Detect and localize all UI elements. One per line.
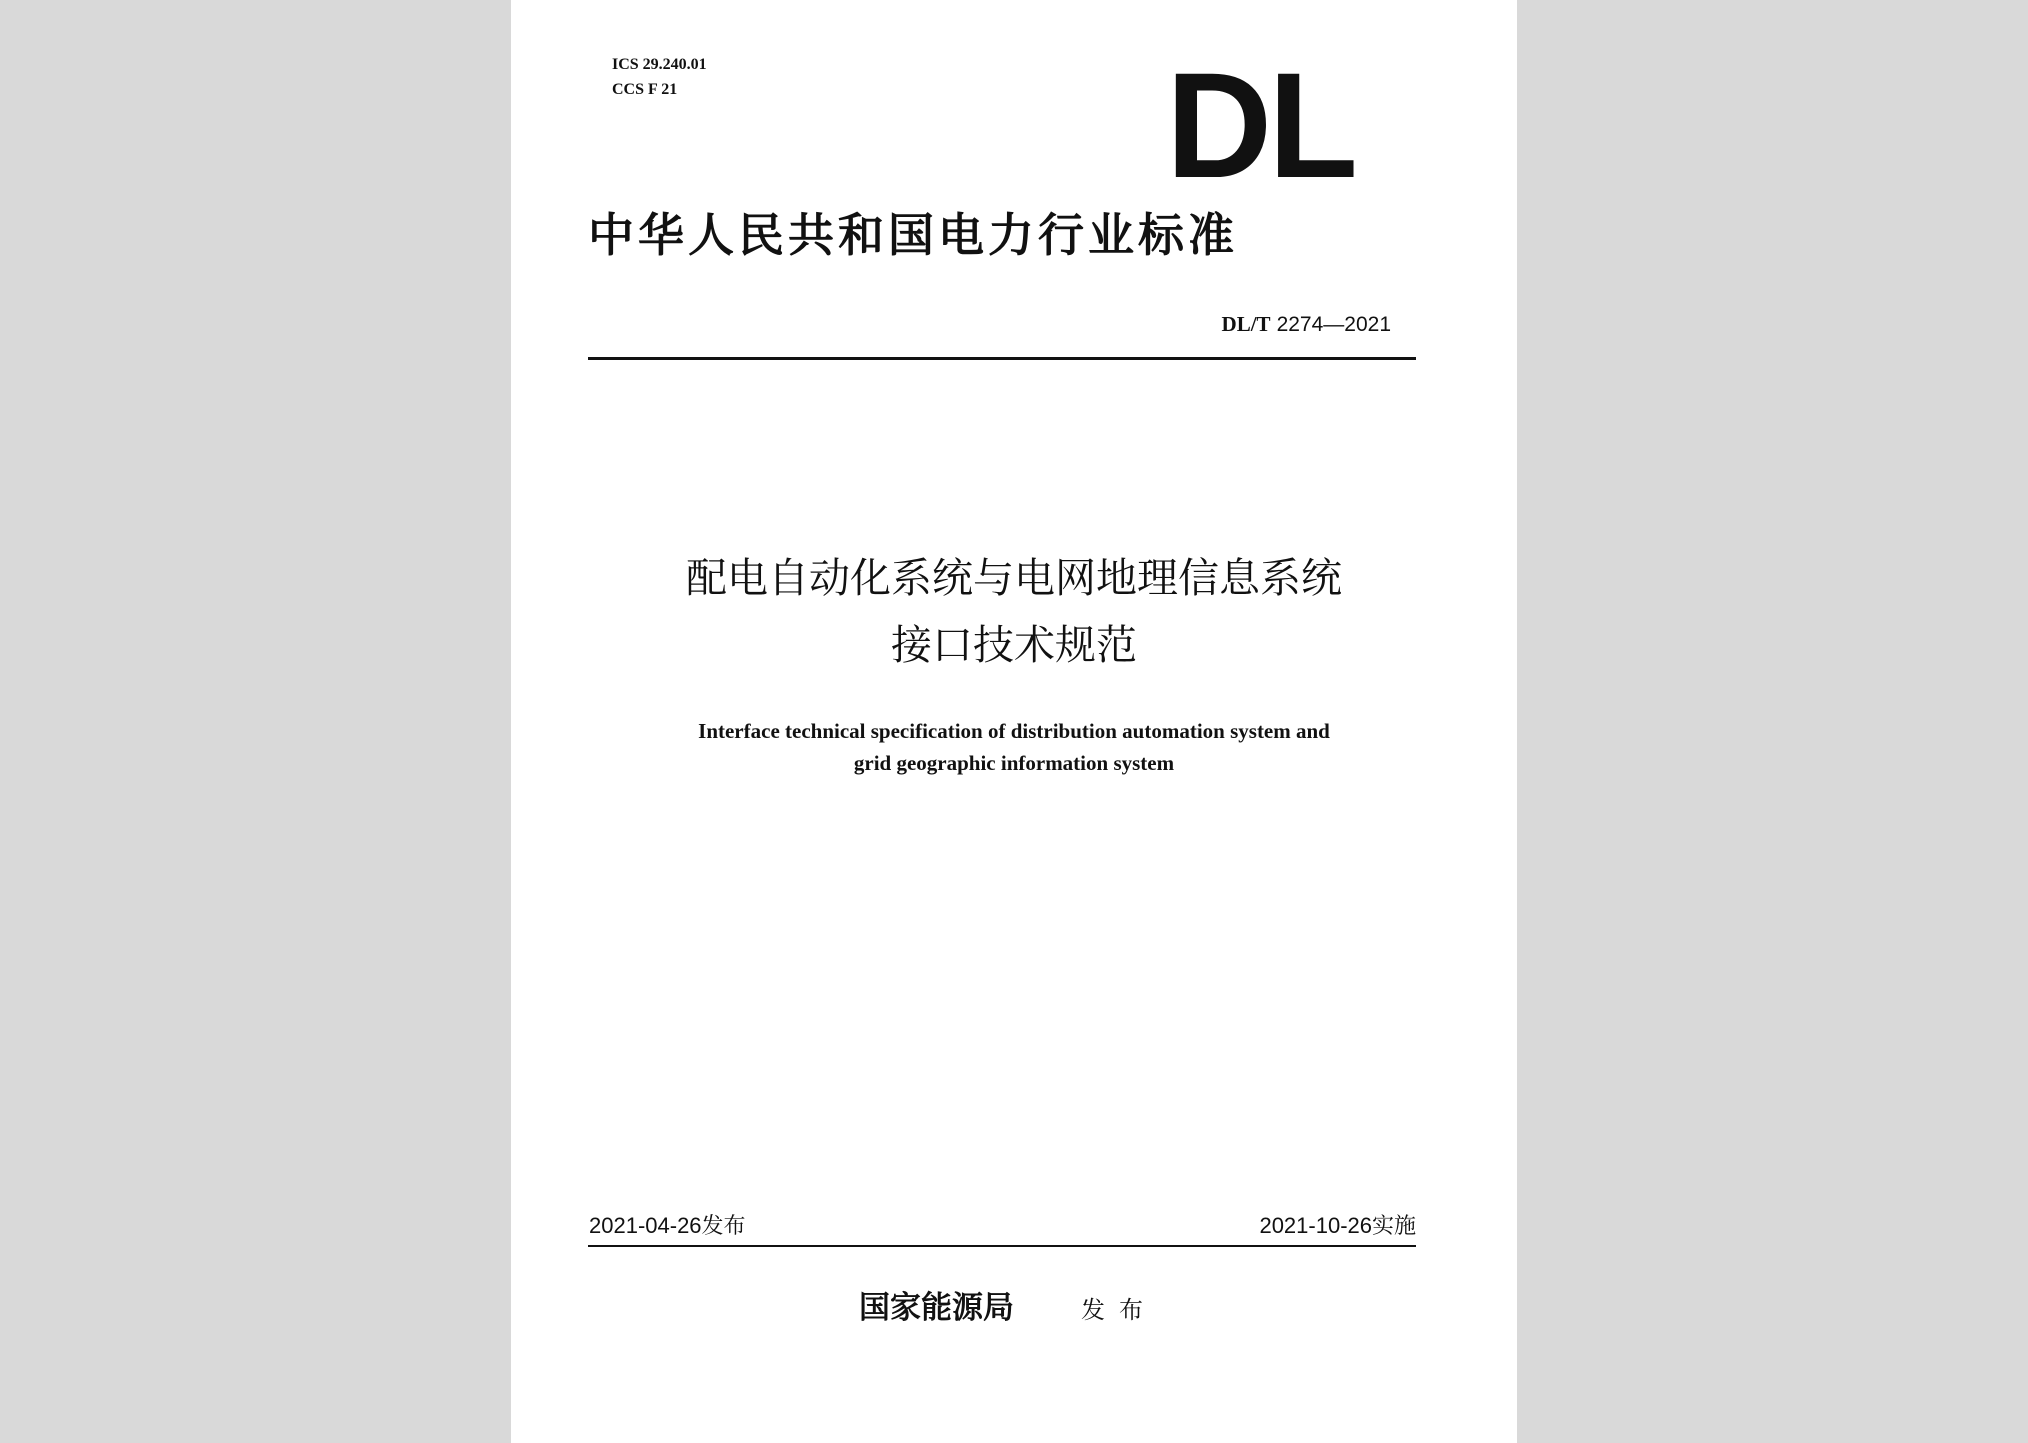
chinese-title bbox=[511, 545, 1517, 679]
dl-logo: DL bbox=[1166, 41, 1355, 209]
chinese-title-line-1: 配电自动化系统与电网地理信息系统 bbox=[686, 554, 1342, 602]
standard-number bbox=[1222, 311, 1391, 338]
standard-category-heading: 中华人民共和国电力行业标准 bbox=[588, 208, 1238, 262]
english-title-line-2: grid geographic information system bbox=[853, 751, 1175, 775]
ccs-code: CCS F 21 bbox=[612, 81, 678, 98]
implementation-date: 2021-10-26实施 bbox=[1259, 1213, 1416, 1238]
document-cover-page bbox=[511, 0, 1517, 1443]
english-title-line-1: Interface technical specification of distribution automation system and bbox=[698, 719, 1330, 743]
standard-number-value: 2274—2021 bbox=[1276, 313, 1391, 336]
english-title bbox=[511, 715, 1517, 779]
top-divider bbox=[588, 357, 1416, 360]
publish-label: 发布 bbox=[1081, 1296, 1157, 1324]
ics-code: ICS 29.240.01 bbox=[612, 56, 707, 73]
bottom-divider bbox=[588, 1245, 1416, 1247]
issue-date: 2021-04-26发布 bbox=[589, 1213, 746, 1238]
standard-prefix: DL/T bbox=[1221, 312, 1271, 336]
chinese-title-line-2: 接口技术规范 bbox=[891, 621, 1137, 669]
publisher-name: 国家能源局 bbox=[859, 1290, 1014, 1326]
classification-codes bbox=[612, 52, 707, 102]
